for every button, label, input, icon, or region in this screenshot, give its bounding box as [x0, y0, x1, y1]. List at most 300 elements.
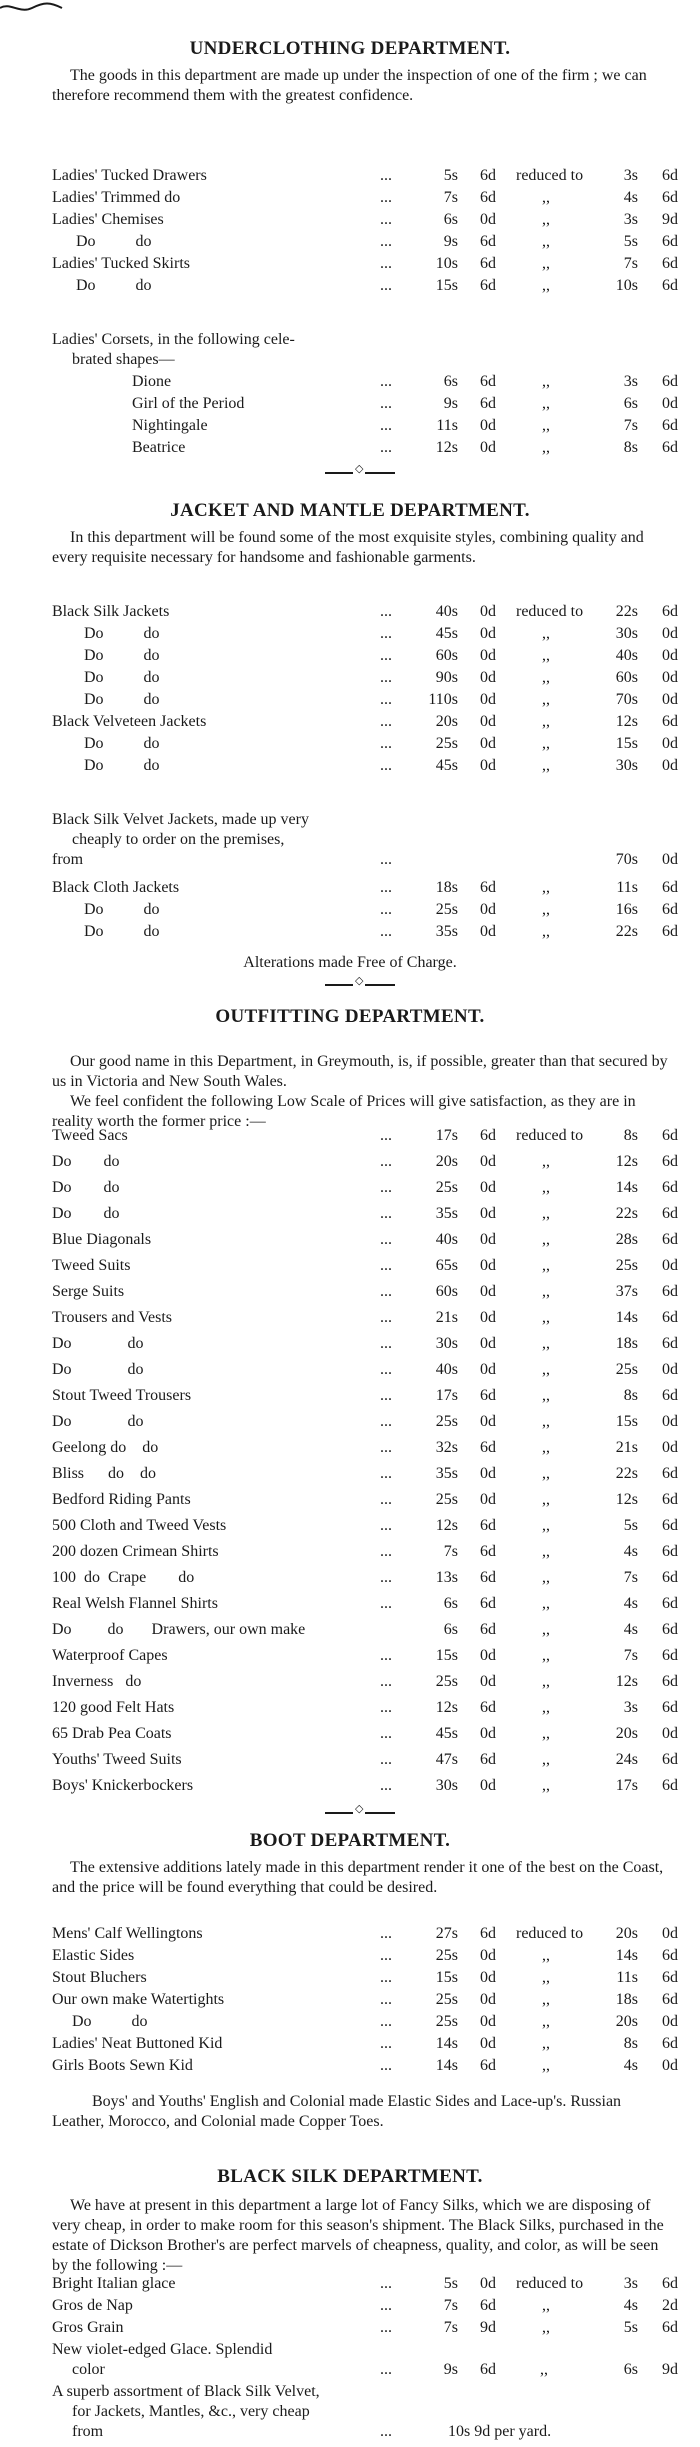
original-pence: 6d [480, 1517, 496, 1534]
reduced-marker: ,, [542, 1647, 550, 1664]
reduced-shillings: 12s [615, 1491, 638, 1508]
original-pence: 6d [480, 2057, 496, 2074]
item-name: Tweed Suits [52, 1257, 131, 1274]
reduced-marker: ,, [542, 1491, 550, 1508]
item-name: Do do [84, 923, 160, 940]
original-shillings: 10s [435, 255, 458, 272]
item-name: Do do [52, 1179, 120, 1196]
original-pence: 0d [480, 901, 496, 918]
original-pence: 0d [480, 603, 496, 620]
reduced-marker: ,, [542, 277, 550, 294]
reduced-pence: 6d [662, 1387, 678, 1404]
original-pence: 0d [480, 1673, 496, 1690]
reduced-pence: 6d [662, 901, 678, 918]
reduced-shillings: 4s [623, 2057, 638, 2074]
reduced-shillings: 7s [623, 255, 638, 272]
reduced-shillings: 25s [615, 1361, 638, 1378]
original-shillings: 12s [435, 1699, 458, 1716]
original-shillings: 15s [435, 277, 458, 294]
original-pence: 0d [480, 2035, 496, 2052]
original-shillings: 45s [435, 757, 458, 774]
reduced-shillings: 18s [615, 1991, 638, 2008]
reduced-marker: ,, [542, 1309, 550, 1326]
reduced-shillings: 30s [615, 625, 638, 642]
reduced-marker: ,, [542, 1387, 550, 1404]
boot-heading: BOOT DEPARTMENT. [249, 1830, 451, 1851]
item-name: Dione [132, 373, 172, 390]
reduced-marker: ,, [542, 901, 550, 918]
reduced-shillings: 5s [623, 233, 638, 250]
leader-dots: ... [380, 1257, 392, 1274]
price-row [0, 1644, 700, 1668]
reduced-pence: 6d [662, 1647, 678, 1664]
reduced-pence: 0d [662, 2013, 678, 2030]
reduced-shillings: 7s [623, 1569, 638, 1586]
original-pence: 0d [480, 625, 496, 642]
original-pence: 6d [480, 1595, 496, 1612]
price-row [0, 1280, 700, 1304]
reduced-marker: ,, [542, 1751, 550, 1768]
price-row [0, 1254, 700, 1278]
item-name: Do do [84, 669, 160, 686]
original-shillings: 25s [435, 2013, 458, 2030]
original-shillings: 60s [435, 1283, 458, 1300]
original-shillings: 7s [443, 1543, 458, 1560]
price-row [0, 1384, 700, 1408]
original-pence: 6d [480, 1751, 496, 1768]
reduced-pence: 6d [662, 2035, 678, 2052]
price-row [0, 2032, 700, 2056]
reduced-pence: 6d [662, 1595, 678, 1612]
reduced-marker: ,, [542, 1595, 550, 1612]
reduced-shillings: 14s [615, 1309, 638, 1326]
item-name: 500 Cloth and Tweed Vests [52, 1517, 227, 1534]
leader-dots: ... [380, 2297, 392, 2314]
section-divider [325, 980, 395, 988]
price-row [0, 1436, 700, 1460]
price-row [0, 622, 700, 646]
reduced-pence: 0d [662, 1257, 678, 1274]
item-name: Beatrice [132, 439, 186, 456]
silk-heading: BLACK SILK DEPARTMENT. [217, 2166, 483, 2187]
reduced-pence: 6d [662, 417, 678, 434]
reduced-pence: 6d [662, 1309, 678, 1326]
reduced-marker: ,, [542, 647, 550, 664]
leader-dots: ... [380, 395, 392, 412]
reduced-marker: ,, [542, 1991, 550, 2008]
original-shillings: 25s [435, 1179, 458, 1196]
item-name: Stout Tweed Trousers [52, 1387, 192, 1404]
leader-dots: ... [380, 167, 392, 184]
item-name: Gros Grain [52, 2319, 124, 2336]
original-pence: 0d [480, 1947, 496, 1964]
reduced-pence: 6d [662, 879, 678, 896]
reduced-pence: 6d [662, 1621, 678, 1638]
original-shillings: 17s [435, 1387, 458, 1404]
price-row [0, 414, 700, 438]
reduced-pence: 6d [662, 2275, 678, 2292]
reduced-shillings: 15s [615, 1413, 638, 1430]
reduced-pence: 6d [662, 1179, 678, 1196]
reduced-shillings: 12s [615, 1153, 638, 1170]
price-row [0, 710, 700, 734]
item-name: Girl of the Period [132, 395, 245, 412]
item-name: Ladies' Neat Buttoned Kid [52, 2035, 223, 2052]
reduced-pence: 6d [662, 713, 678, 730]
item-name: Boys' Knickerbockers [52, 1777, 194, 1794]
leader-dots: ... [380, 417, 392, 434]
leader-dots: ... [380, 691, 392, 708]
reduced-pence: 6d [662, 1335, 678, 1352]
original-shillings: 20s [435, 1153, 458, 1170]
original-shillings: 30s [435, 1335, 458, 1352]
reduced-marker: reduced to [516, 167, 584, 184]
reduced-marker: ,, [542, 1153, 550, 1170]
original-shillings: 5s [443, 167, 458, 184]
original-shillings: 45s [435, 1725, 458, 1742]
reduced-marker: ,, [542, 1517, 550, 1534]
price-row [0, 1566, 700, 1590]
reduced-pence: 9d [662, 211, 678, 228]
price-row [0, 1228, 700, 1252]
leader-dots: ... [380, 439, 392, 456]
reduced-shillings: 24s [615, 1751, 638, 1768]
reduced-marker: ,, [542, 1231, 550, 1248]
reduced-shillings: 22s [615, 923, 638, 940]
item-name: Blue Diagonals [52, 1231, 152, 1248]
reduced-marker: ,, [542, 233, 550, 250]
item-name: Do do [52, 1205, 120, 1222]
leader-dots: ... [380, 1205, 392, 1222]
leader-dots: ... [380, 1465, 392, 1482]
item-name: Black Silk Jackets [52, 603, 170, 620]
leader-dots: ... [380, 373, 392, 390]
reduced-pence: 0d [662, 1361, 678, 1378]
item-name: Nightingale [132, 417, 208, 434]
original-pence: 0d [480, 1283, 496, 1300]
leader-dots: ... [380, 879, 392, 896]
leader-dots: ... [380, 1231, 392, 1248]
item-name: Stout Bluchers [52, 1969, 147, 1986]
original-pence: 6d [480, 167, 496, 184]
reduced-marker: ,, [542, 669, 550, 686]
reduced-marker: ,, [542, 1465, 550, 1482]
leader-dots: ... [380, 1179, 392, 1196]
original-shillings: 5s [443, 2275, 458, 2292]
price-row [0, 1514, 700, 1538]
price-row [0, 1462, 700, 1486]
price-row [0, 1540, 700, 1564]
reduced-marker: ,, [542, 211, 550, 228]
original-pence: 6d [480, 233, 496, 250]
reduced-pence: 6d [662, 923, 678, 940]
item-name: Black Cloth Jackets [52, 879, 180, 896]
price-row [0, 1988, 700, 2012]
original-pence: 0d [480, 923, 496, 940]
leader-dots: ... [380, 625, 392, 642]
original-shillings: 25s [435, 901, 458, 918]
item-name: Trousers and Vests [52, 1309, 173, 1326]
price-row [0, 876, 700, 900]
leader-dots: ... [380, 1517, 392, 1534]
reduced-marker: ,, [542, 1361, 550, 1378]
original-shillings: 12s [435, 1517, 458, 1534]
reduced-marker: ,, [542, 735, 550, 752]
price-row [0, 600, 700, 624]
item-name: Do do [84, 735, 160, 752]
price-row [0, 1358, 700, 1382]
outfitting-intro: Our good name in this Department, in Greymouth, is, if possible, greater than that secured by us in Victoria and New South Wales. We feel confident the following Low Scale of Prices will give satisfaction, as they are in reality worth the former price :— [52, 1053, 668, 1130]
price-row [0, 1966, 700, 1990]
original-shillings: 25s [435, 1413, 458, 1430]
item-name: Do do [84, 625, 160, 642]
price-row [0, 732, 700, 756]
silk-velvet-line-1: A superb assortment of Black Silk Velvet, [52, 2383, 320, 2400]
original-pence: 0d [480, 735, 496, 752]
price-row [0, 1176, 700, 1200]
original-pence: 0d [480, 2013, 496, 2030]
original-pence: 0d [480, 1969, 496, 1986]
reduced-shillings: 20s [615, 1725, 638, 1742]
original-shillings: 35s [435, 923, 458, 940]
price-row [0, 2054, 700, 2078]
leader-dots: ... [380, 669, 392, 686]
reduced-shillings: 14s [615, 1179, 638, 1196]
violet-glace-line-1: New violet-edged Glace. Splendid [52, 2341, 273, 2358]
original-pence: 0d [480, 439, 496, 456]
leader-dots: ... [380, 1673, 392, 1690]
original-shillings: 15s [435, 1647, 458, 1664]
reduced-shillings: 22s [615, 1205, 638, 1222]
reduced-pence: 6d [662, 167, 678, 184]
leader-dots: ... [380, 211, 392, 228]
leader-dots: ... [380, 1925, 392, 1942]
reduced-marker: ,, [542, 1257, 550, 1274]
reduced-pence: 0d [662, 395, 678, 412]
item-name: Do do [84, 757, 160, 774]
reduced-shillings: 4s [623, 1595, 638, 1612]
reduced-marker: ,, [542, 189, 550, 206]
reduced-pence: 6d [662, 603, 678, 620]
original-shillings: 25s [435, 735, 458, 752]
item-name: Do do [84, 647, 160, 664]
price-row [0, 1722, 700, 1746]
reduced-marker: ,, [542, 879, 550, 896]
original-shillings: 40s [435, 1361, 458, 1378]
leader-dots: ... [380, 277, 392, 294]
original-pence: 6d [480, 879, 496, 896]
original-shillings: 21s [435, 1309, 458, 1326]
reduced-pence: 6d [662, 255, 678, 272]
leader-dots: ... [380, 713, 392, 730]
reduced-marker: ,, [542, 373, 550, 390]
item-name: Inverness do [52, 1673, 142, 1690]
reduced-shillings: 4s [623, 1621, 638, 1638]
reduced-marker: ,, [542, 1969, 550, 1986]
leader-dots: ... [380, 2319, 392, 2336]
price-row [0, 666, 700, 690]
reduced-marker: ,, [542, 691, 550, 708]
reduced-shillings: 37s [615, 1283, 638, 1300]
reduced-shillings: 5s [623, 2319, 638, 2336]
reduced-pence: 6d [662, 277, 678, 294]
original-shillings: 25s [435, 1491, 458, 1508]
original-shillings: 27s [435, 1925, 458, 1942]
corsets-line-2: brated shapes— [72, 351, 175, 368]
original-pence: 0d [480, 1179, 496, 1196]
reduced-marker: reduced to [516, 1127, 584, 1144]
price-row [0, 252, 700, 276]
leader-dots: ... [380, 1777, 392, 1794]
original-pence: 0d [480, 1257, 496, 1274]
reduced-pence: 6d [662, 1543, 678, 1560]
original-shillings: 7s [443, 189, 458, 206]
original-shillings: 7s [443, 2297, 458, 2314]
original-pence: 6d [480, 1127, 496, 1144]
price-row [0, 754, 700, 778]
original-shillings: 25s [435, 1947, 458, 1964]
jacket-intro: In this department will be found some of the most exquisite styles, combining quality and every requisite necessary for handsome and fashionable garments. [52, 529, 644, 566]
item-name: Waterproof Capes [52, 1647, 168, 1664]
original-pence: 6d [480, 189, 496, 206]
jacket-heading: JACKET AND MANTLE DEPARTMENT. [170, 500, 530, 521]
reduced-pence: 0d [662, 1413, 678, 1430]
item-name: Ladies' Chemises [52, 211, 164, 228]
reduced-pence: 6d [662, 1673, 678, 1690]
leader-dots: ... [380, 1335, 392, 1352]
original-pence: 0d [480, 1647, 496, 1664]
reduced-marker: ,, [542, 923, 550, 940]
price-row [0, 1618, 700, 1642]
reduced-marker: ,, [542, 417, 550, 434]
price-row [0, 920, 700, 944]
price-row [0, 1592, 700, 1616]
reduced-pence: 0d [662, 647, 678, 664]
reduced-shillings: 12s [615, 1673, 638, 1690]
reduced-shillings: 4s [623, 2297, 638, 2314]
outfitting-heading: OUTFITTING DEPARTMENT. [215, 1006, 485, 1027]
original-pence: 6d [480, 1699, 496, 1716]
reduced-shillings: 7s [623, 417, 638, 434]
price-row [0, 436, 700, 460]
reduced-shillings: 8s [623, 439, 638, 456]
reduced-shillings: 60s [615, 669, 638, 686]
original-shillings: 7s [443, 2319, 458, 2336]
reduced-shillings: 30s [615, 757, 638, 774]
reduced-shillings: 3s [623, 211, 638, 228]
leader-dots: ... [380, 2275, 392, 2292]
leader-dots: ... [380, 1569, 392, 1586]
item-name: Tweed Sacs [52, 1127, 128, 1144]
boot-footnote: Boys' and Youths' English and Colonial made Elastic Sides and Lace-up's. Russian Leather, Morocco, and Colonial made Copper Toes. [52, 2093, 622, 2130]
leader-dots: ... [380, 1947, 392, 1964]
reduced-shillings: 6s [623, 395, 638, 412]
item-name: Do do Drawers, our own make [52, 1621, 306, 1638]
price-row [0, 164, 700, 188]
price-row [0, 392, 700, 416]
leader-dots: ... [380, 901, 392, 918]
item-name: Bliss do do [52, 1465, 157, 1482]
original-shillings: 6s [443, 211, 458, 228]
reduced-shillings: 18s [615, 1335, 638, 1352]
price-row [0, 898, 700, 922]
original-pence: 0d [480, 1725, 496, 1742]
original-pence: 0d [480, 1153, 496, 1170]
reduced-marker: ,, [542, 2297, 550, 2314]
original-pence: 0d [480, 211, 496, 228]
reduced-pence: 6d [662, 1283, 678, 1300]
price-row [0, 208, 700, 232]
leader-dots: ... [380, 923, 392, 940]
reduced-marker: ,, [542, 1621, 550, 1638]
item-name: Do do [52, 1335, 144, 1352]
item-name: 100 do Crape do [52, 1569, 195, 1586]
original-shillings: 18s [435, 879, 458, 896]
reduced-shillings: 12s [615, 713, 638, 730]
reduced-shillings: 11s [616, 879, 638, 896]
leader-dots: ... [380, 1439, 392, 1456]
original-shillings: 60s [435, 647, 458, 664]
item-name: Youths' Tweed Suits [52, 1751, 182, 1768]
item-name: Bedford Riding Pants [52, 1491, 191, 1508]
item-name: Do do [52, 1153, 120, 1170]
reduced-shillings: 3s [623, 167, 638, 184]
original-shillings: 35s [435, 1465, 458, 1482]
reduced-marker: ,, [542, 2319, 550, 2336]
price-row [0, 2316, 700, 2340]
leader-dots: ... [380, 1153, 392, 1170]
reduced-pence: 6d [662, 189, 678, 206]
reduced-marker: ,, [542, 1569, 550, 1586]
reduced-shillings: 20s [615, 2013, 638, 2030]
reduced-shillings: 14s [615, 1947, 638, 1964]
reduced-marker: ,, [542, 713, 550, 730]
original-pence: 0d [480, 1231, 496, 1248]
leader-dots: ... [380, 2035, 392, 2052]
reduced-shillings: 5s [623, 1517, 638, 1534]
leader-dots: ... [380, 1751, 392, 1768]
reduced-pence: 6d [662, 1517, 678, 1534]
reduced-pence: 0d [662, 1439, 678, 1456]
corner-flourish-icon [0, 0, 70, 20]
original-pence: 6d [480, 277, 496, 294]
original-shillings: 90s [435, 669, 458, 686]
reduced-shillings: 15s [615, 735, 638, 752]
reduced-marker: reduced to [516, 603, 584, 620]
reduced-marker: reduced to [516, 1925, 584, 1942]
reduced-marker: ,, [542, 1947, 550, 1964]
leader-dots: ... [380, 1969, 392, 1986]
reduced-pence: 6d [662, 1153, 678, 1170]
original-pence: 6d [480, 1439, 496, 1456]
leader-dots: ... [380, 647, 392, 664]
original-shillings: 15s [435, 1969, 458, 1986]
reduced-shillings: 8s [623, 1127, 638, 1144]
reduced-shillings: 4s [623, 189, 638, 206]
reduced-shillings: 8s [623, 2035, 638, 2052]
leader-dots: ... [380, 1725, 392, 1742]
price-row [0, 274, 700, 298]
item-name: Gros de Nap [52, 2297, 133, 2314]
reduced-pence: 6d [662, 1465, 678, 1482]
item-name: Ladies' Tucked Drawers [52, 167, 207, 184]
reduced-pence: 0d [662, 2057, 678, 2074]
price-row [0, 1202, 700, 1226]
original-shillings: 110s [428, 691, 458, 708]
leader-dots: ... [380, 1491, 392, 1508]
original-pence: 0d [480, 669, 496, 686]
leader-dots: ... [380, 1543, 392, 1560]
